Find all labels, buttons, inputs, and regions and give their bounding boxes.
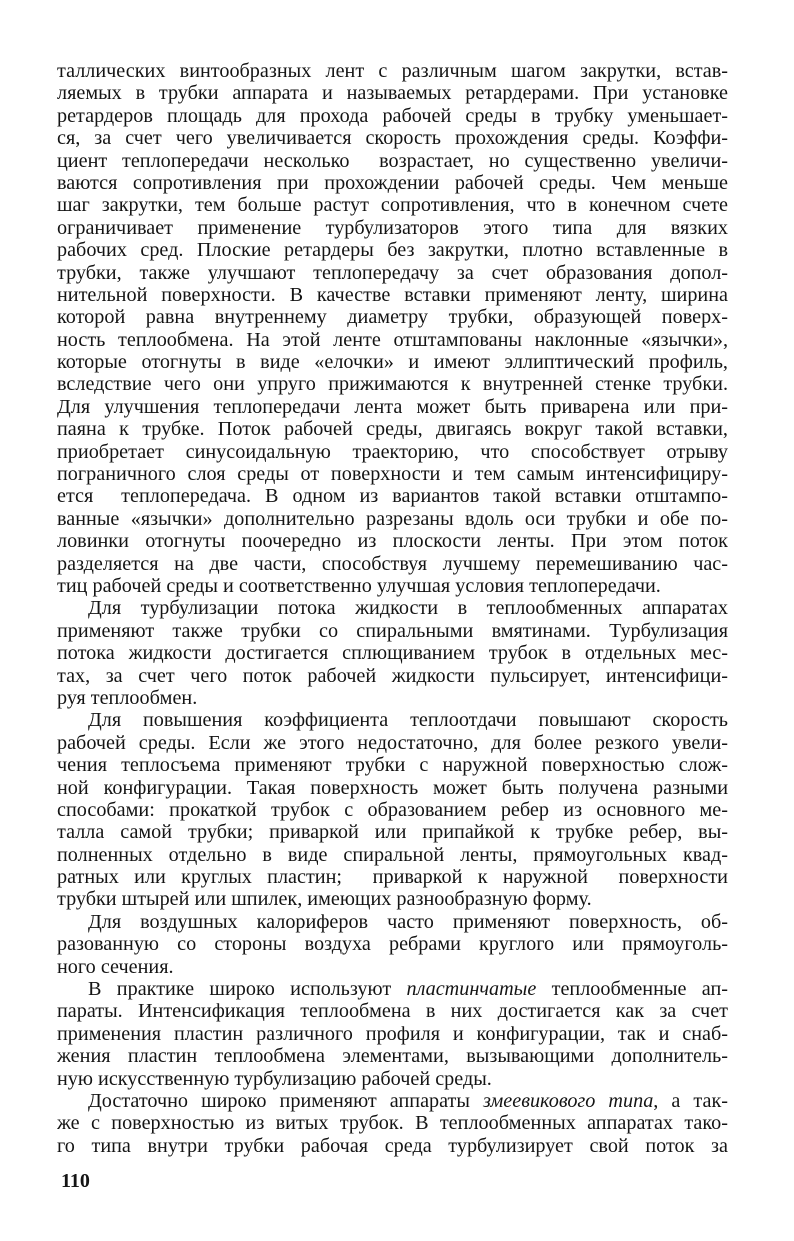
text-line-content: трубки, также улучшают теплопередачу за счет образования допол- [57,261,728,284]
text-line-content: Для воздушных калориферов часто применяют поверхность, об- [88,910,728,933]
text-line-content: разделяется на две части, способствуя лучшему перемешиванию час- [57,552,728,575]
text-line [57,754,728,776]
italic-term: змеевикового типа [483,1089,654,1112]
text-line [57,508,728,530]
text-line [57,441,728,463]
text-line [57,911,728,933]
text-line [57,172,728,194]
text-line [57,799,728,821]
text-line-content: таллических винтообразных лент с различным шагом закрутки, встав- [57,60,728,82]
text-line-content: разованную со стороны воздуха ребрами круглого или прямоуголь- [57,933,728,956]
text-line-content: вследствие чего они упруго прижимаются к внутренней стенке трубки. [57,373,728,396]
text-line-content: Для улучшения теплопередачи лента может быть приварена или при- [57,395,728,418]
text-line-content: ваются сопротивления при прохождении рабочей среды. Чем меньше [57,171,728,194]
text-line [57,956,728,978]
text-line-content: полненных отдельно в виде спиральной ленты, прямоугольных квад- [57,843,728,866]
text-line [57,687,728,709]
text-line-content: трубки штырей или шпилек, имеющих разнообразную форму. [57,888,592,911]
text-line-content: ляемых в трубки аппарата и называемых ретардерами. При установке [57,82,728,105]
text-line [57,888,728,910]
text-segment: теплообменные ап- [536,978,728,1001]
text-line-content: ванные «язычки» дополнительно разрезаны вдоль оси трубки и обе по- [57,507,728,530]
text-line-content: которой равна внутреннему диаметру трубки, образующей поверх- [57,306,728,329]
text-line-content: талла самой трубки; приваркой или припайкой к трубке ребер, вы- [57,821,728,844]
text-line-content: ся, за счет чего увеличивается скорость прохождения среды. Коэффи- [57,127,728,150]
text-line-content: ограничивает применение турбулизаторов этого типа для вязких [57,216,728,239]
text-line-content: циент теплопередачи несколько возрастает, но существенно увеличи- [57,149,728,172]
text-line [57,844,728,866]
text-segment: Достаточно широко применяют аппараты [88,1089,484,1112]
text-line [57,351,728,373]
text-line [57,1090,728,1112]
text-line-content: параты. Интенсификация теплообмена в них достигается как за счет [57,1000,728,1023]
text-line-content: чения теплосъема применяют трубки с наружной поверхностью слож- [57,754,728,777]
text-line-content: ловинки отогнуты поочередно из плоскости ленты. При этом поток [57,530,728,553]
text-line [57,329,728,351]
text-line-content: ного сечения. [57,955,174,978]
text-line [57,530,728,552]
text-line [57,821,728,843]
text-line-content: Для турбулизации потока жидкости в теплообменных аппаратах [88,597,728,620]
text-line-content: пограничного слоя среды от поверхности и тем самым интенсифициру- [57,463,728,486]
text-line [57,105,728,127]
text-line [57,373,728,395]
text-line-content: тиц рабочей среды и соответственно улучшая условия теплопередачи. [57,574,661,597]
text-line [57,194,728,216]
text-line [57,553,728,575]
text-line [57,1068,728,1090]
text-line-content: ретардеров площадь для прохода рабочей среды в трубку уменьшает- [57,104,728,127]
text-line-content: ность теплообмена. На этой ленте отштампованы наклонные «язычки», [57,328,728,351]
text-line-content: Для повышения коэффициента теплоотдачи повышают скорость [88,709,728,732]
text-line [57,1000,728,1022]
text-line [57,575,728,597]
text-line [57,709,728,731]
text-line [57,306,728,328]
text-line [57,732,728,754]
text-line [57,1045,728,1067]
page-body [57,60,728,1157]
text-line-content: шаг закрутки, тем больше растут сопротивления, что в конечном счете [57,194,728,217]
text-line-content: рабочих сред. Плоские ретардеры без закрутки, плотно вставленные в [57,239,728,262]
text-line-content: потока жидкости достигается сплющиванием трубок в отдельных мес- [57,642,728,665]
text-line [57,933,728,955]
text-line [57,463,728,485]
text-line [57,239,728,261]
text-line-content: же с поверхностью из витых трубок. В теплообменных аппаратах тако- [57,1112,728,1135]
text-line [57,150,728,172]
text-line-content [88,1090,728,1112]
text-line [57,127,728,149]
text-segment: , а так- [653,1089,728,1112]
text-line-content: ной конфигурации. Такая поверхность может быть получена разными [57,776,728,799]
text-line [57,1112,728,1134]
italic-term: пластинчатые [406,978,537,1001]
text-line [57,82,728,104]
text-line [57,217,728,239]
text-line [57,665,728,687]
text-line [57,777,728,799]
text-line [57,60,728,82]
text-line-content: применяют также трубки со спиральными вмятинами. Турбулизация [57,619,728,642]
text-line [57,262,728,284]
text-segment: В практике широко используют [88,978,407,1001]
text-line-content: ную искусственную турбулизацию рабочей среды. [57,1067,492,1090]
text-line [57,978,728,1000]
text-line [57,485,728,507]
text-line-content: применения пластин различного профиля и конфигурации, так и снаб- [57,1022,728,1045]
text-line [57,418,728,440]
text-line [57,396,728,418]
text-line-content: ратных или круглых пластин; приваркой к наружной поверхности [57,866,728,889]
text-line-content: тах, за счет чего поток рабочей жидкости пульсирует, интенсифици- [57,664,728,687]
text-line [57,620,728,642]
text-line-content: которые отогнуты в виде «елочки» и имеют эллиптический профиль, [57,351,728,374]
text-line-content: паяна к трубке. Поток рабочей среды, двигаясь вокруг такой вставки, [57,418,728,441]
text-line-content: го типа внутри трубки рабочая среда турбулизирует свой поток за [57,1134,728,1157]
text-line [57,1023,728,1045]
page-number: 110 [61,1170,90,1192]
text-line-content: ется теплопередача. В одном из вариантов такой вставки отштампо- [57,485,728,508]
text-line-content: способами: прокаткой трубок с образованием ребер из основного ме- [57,798,728,821]
text-line [57,866,728,888]
text-line-content [88,978,728,1000]
text-line [57,642,728,664]
text-line [57,284,728,306]
text-line-content: приобретает синусоидальную траекторию, что способствует отрыву [57,440,728,463]
text-line-content: рабочей среды. Если же этого недостаточно, для более резкого увели- [57,731,728,754]
text-line [57,597,728,619]
text-line-content: жения пластин теплообмена элементами, вызывающими дополнитель- [57,1045,728,1068]
text-line [57,1135,728,1157]
text-line-content: руя теплообмен. [57,686,198,709]
text-line-content: нительной поверхности. В качестве вставки применяют ленту, ширина [57,283,728,306]
